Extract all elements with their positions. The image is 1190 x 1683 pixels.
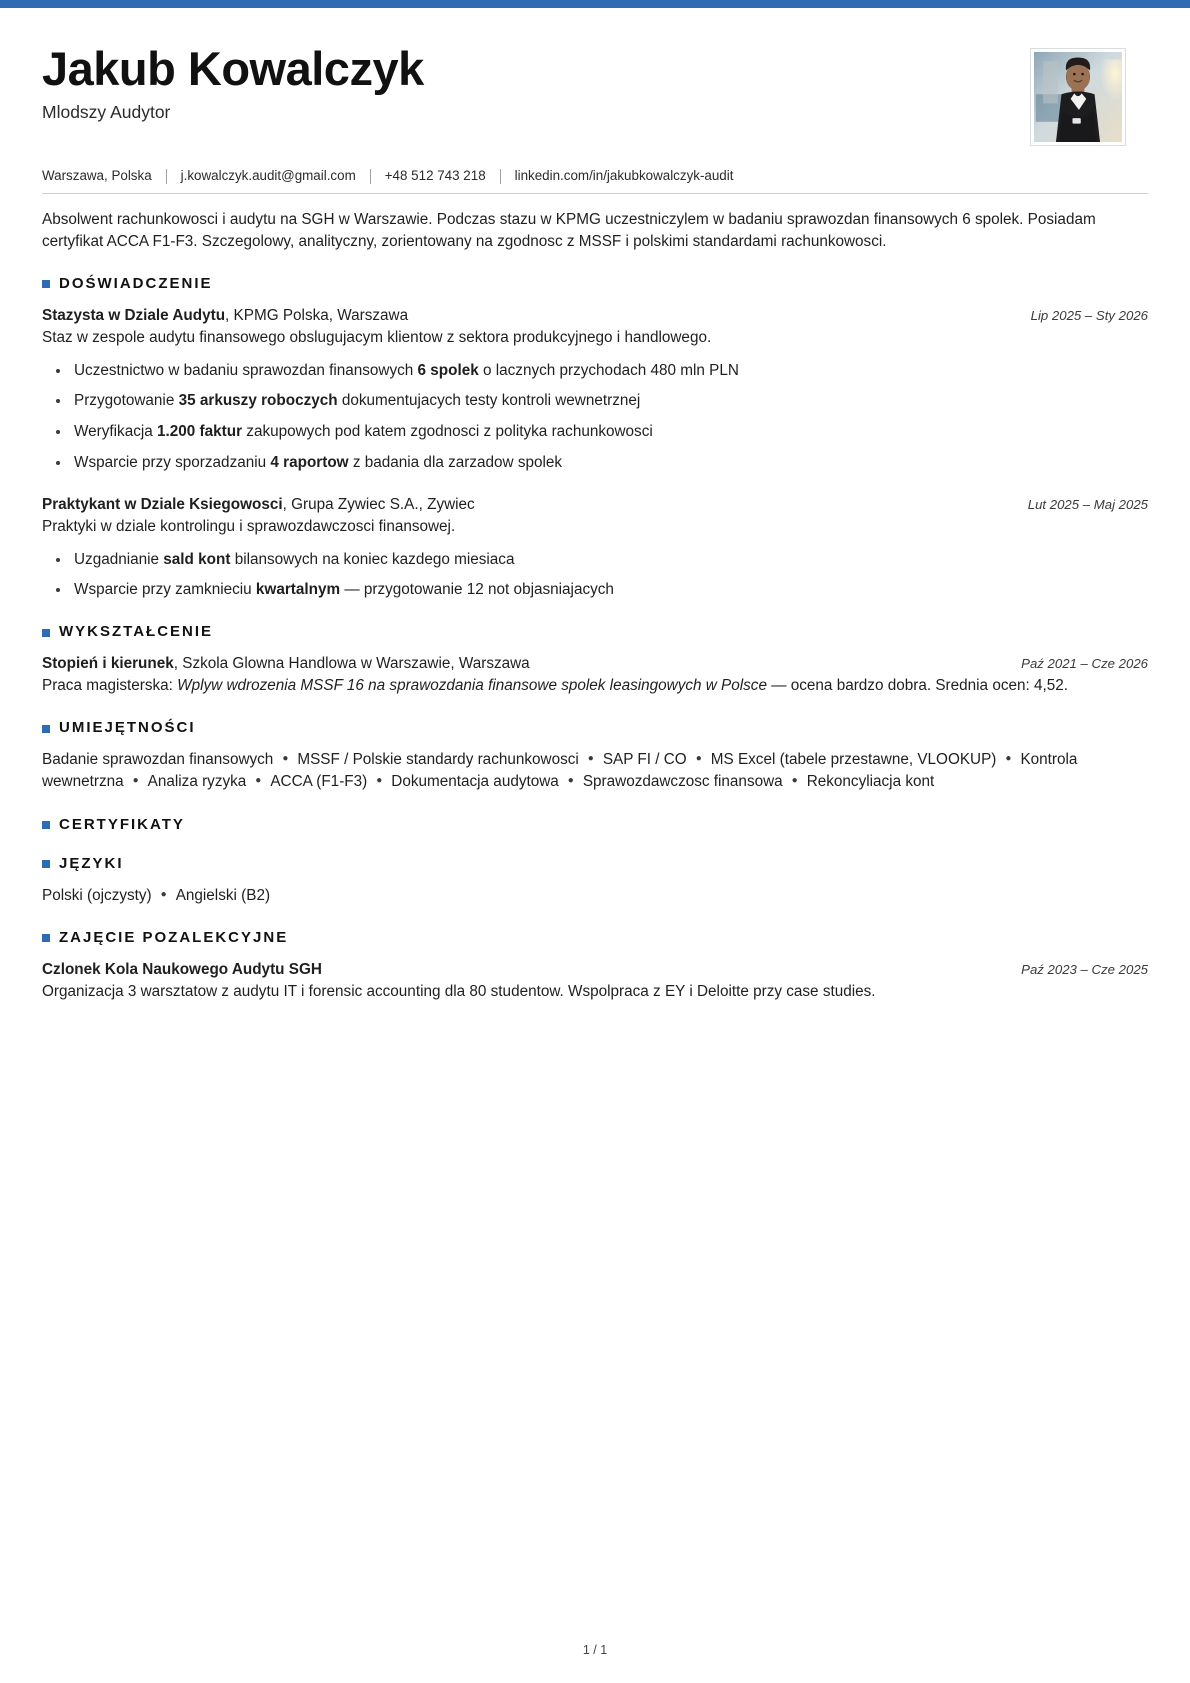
thesis-title: Wplyw wdrozenia MSSF 16 na sprawozdania finansowe spolek leasingowych w Polsce <box>177 677 767 695</box>
separator-dot-icon: ● <box>255 775 262 787</box>
bullet-text-post: dokumentujacych testy kontroli wewnetrznej <box>337 392 641 410</box>
entry-date: Lut 2025 – Maj 2025 <box>1027 496 1148 512</box>
entry-date: Paź 2021 – Cze 2026 <box>1021 656 1148 672</box>
section-certificates <box>42 816 1148 833</box>
entry-role: Stazysta w Dziale Audytu <box>42 306 226 324</box>
contact-location: Warszawa, Polska <box>42 168 152 183</box>
header-text-block <box>42 42 1030 124</box>
experience-entry <box>42 494 1148 602</box>
separator-dot-icon: ● <box>587 753 594 765</box>
section-experience <box>42 275 1148 602</box>
bullet-text-bold: 4 raportow <box>270 453 349 471</box>
contact-phone[interactable]: +48 512 743 218 <box>384 168 486 183</box>
contact-linkedin[interactable]: linkedin.com/in/jakubkowalczyk-audit <box>514 168 734 183</box>
section-title-experience: DOŚWIADCZENIE <box>59 274 213 292</box>
contact-email[interactable]: j.kowalczyk.audit@gmail.com <box>180 168 356 183</box>
list-item: Dokumentacja audytowa <box>391 773 559 791</box>
list-item: Polski (ojczysty) <box>42 886 152 904</box>
thesis-label: Praca magisterska: <box>42 677 178 695</box>
list-item: Analiza ryzyka <box>147 773 247 791</box>
resume-header <box>42 42 1148 146</box>
thesis-tail: — ocena bardzo dobra. Srednia ocen: 4,52. <box>766 677 1069 695</box>
section-languages <box>42 855 1148 907</box>
entry-date: Paź 2023 – Cze 2025 <box>1021 961 1148 977</box>
page-number: 1 / 1 <box>582 1643 608 1657</box>
list-item <box>74 579 1148 601</box>
separator-dot-icon: ● <box>132 775 139 787</box>
entry-role: Praktykant w Dziale Ksiegowosci <box>42 495 283 513</box>
section-header <box>42 623 1148 640</box>
section-title-languages: JĘZYKI <box>59 854 124 872</box>
portrait-photo-icon <box>1034 52 1122 142</box>
bullet-square-icon <box>42 280 50 288</box>
entry-header <box>42 494 1148 515</box>
list-item: MS Excel (tabele przestawne, VLOOKUP) <box>710 751 997 769</box>
bullet-square-icon <box>42 629 50 637</box>
bullet-square-icon <box>42 860 50 868</box>
entry-heading <box>42 494 475 515</box>
list-item: MSSF / Polskie standardy rachunkowosci <box>297 751 579 769</box>
list-item: Badanie sprawozdan finansowych <box>42 751 274 769</box>
entry-school: , Szkola Glowna Handlowa w Warszawie, Warszawa <box>173 655 530 673</box>
bullet-square-icon <box>42 821 50 829</box>
list-item <box>74 421 1148 443</box>
section-skills <box>42 719 1148 793</box>
list-item <box>74 452 1148 474</box>
page-footer <box>0 1643 1190 1657</box>
entry-header <box>42 653 1148 674</box>
page-title: Jakub Kowalczyk <box>42 42 424 95</box>
contact-bar <box>42 168 1148 194</box>
bullet-square-icon <box>42 725 50 733</box>
bullet-square-icon <box>42 934 50 942</box>
entry-bullet-list <box>42 360 1148 474</box>
skills-list <box>42 749 1148 793</box>
entry-header <box>42 959 1148 980</box>
languages-list <box>42 885 1148 907</box>
experience-entries <box>42 305 1148 602</box>
section-title-education: WYKSZTAŁCENIE <box>59 623 214 641</box>
bullet-text-post: o lacznych przychodach 480 mln PLN <box>478 361 739 379</box>
list-item: Angielski (B2) <box>175 886 271 904</box>
bullet-text-post: z badania dla zarzadow spolek <box>348 453 563 471</box>
contact-divider <box>500 169 501 184</box>
avatar <box>1030 48 1126 146</box>
bullet-text-bold: sald kont <box>163 550 231 568</box>
list-item <box>74 549 1148 571</box>
accent-top-bar <box>0 0 1190 8</box>
list-item <box>74 390 1148 412</box>
section-header <box>42 275 1148 292</box>
resume-page <box>0 8 1190 1009</box>
entry-degree: Stopień i kierunek <box>42 655 174 673</box>
list-item: SAP FI / CO <box>602 751 687 769</box>
entry-date: Lip 2025 – Sty 2026 <box>1030 307 1148 323</box>
separator-dot-icon: ● <box>567 775 574 787</box>
experience-entry <box>42 305 1148 474</box>
entry-description: Organizacja 3 warsztatow z audytu IT i forensic accounting dla 80 studentow. Wspolpraca z EY i Deloitte przy case studies. <box>42 983 876 1001</box>
contact-divider <box>370 169 371 184</box>
section-header <box>42 719 1148 736</box>
entry-company: , KPMG Polska, Warszawa <box>225 306 409 324</box>
list-item: Sprawozdawczosc finansowa <box>582 773 783 791</box>
list-item <box>74 360 1148 382</box>
entry-role: Czlonek Kola Naukowego Audytu SGH <box>42 960 322 978</box>
section-header <box>42 929 1148 946</box>
entry-bullet-list <box>42 549 1148 601</box>
bullet-text-post: bilansowych na koniec kazdego miesiaca <box>230 550 515 568</box>
bullet-text-pre: Weryfikacja <box>74 423 158 441</box>
bullet-text-bold: 6 spolek <box>417 361 479 379</box>
section-title-skills: UMIEJĘTNOŚCI <box>59 719 196 737</box>
bullet-text-pre: Wsparcie przy sporzadzaniu <box>74 453 271 471</box>
bullet-text-bold: 35 arkuszy roboczych <box>178 392 338 410</box>
entry-description: Praktyki w dziale kontrolingu i sprawozdawczosci finansowej. <box>42 517 456 535</box>
separator-dot-icon: ● <box>791 775 798 787</box>
list-item: Kontrola wewnetrzna <box>42 751 1078 791</box>
section-title-extracurricular: ZAJĘCIE POZALEKCYJNE <box>59 928 289 946</box>
bullet-text-post: zakupowych pod katem zgodnosci z polityka rachunkowosci <box>242 423 653 441</box>
entry-thesis <box>42 675 1148 697</box>
separator-dot-icon: ● <box>376 775 383 787</box>
bullet-text-pre: Przygotowanie <box>74 392 179 410</box>
section-education <box>42 623 1148 697</box>
separator-dot-icon: ● <box>282 753 289 765</box>
list-item: Rekoncyliacja kont <box>806 773 935 791</box>
bullet-text-pre: Wsparcie przy zamknieciu <box>74 581 256 599</box>
section-title-certificates: CERTYFIKATY <box>59 815 185 833</box>
separator-dot-icon: ● <box>160 888 167 900</box>
entry-description: Staz w zespole audytu finansowego obslugujacym klientow z sektora produkcyjnego i handlowego. <box>42 328 712 346</box>
separator-dot-icon: ● <box>1005 753 1012 765</box>
job-title: Mlodszy Audytor <box>42 101 171 122</box>
bullet-text-bold: kwartalnym <box>255 581 341 599</box>
entry-heading <box>42 305 408 326</box>
entry-header <box>42 305 1148 326</box>
bullet-text-bold: 1.200 faktur <box>157 423 243 441</box>
section-header <box>42 816 1148 833</box>
bullet-text-post: — przygotowanie 12 not objasniajacych <box>340 581 614 599</box>
entry-heading <box>42 653 530 674</box>
contact-divider <box>166 169 167 184</box>
entry-heading <box>42 959 322 980</box>
bullet-text-pre: Uczestnictwo w badaniu sprawozdan finansowych <box>74 361 418 379</box>
section-extracurricular <box>42 929 1148 1003</box>
separator-dot-icon: ● <box>695 753 702 765</box>
professional-summary: Absolwent rachunkowosci i audytu na SGH w Warszawie. Podczas stazu w KPMG uczestniczylem w badaniu sprawozdan finansowych 6 spolek. Posiadam certyfikat ACCA F1-F3. Szczegolowy, analityczny, zorientowany na zgodnosc z MSSF i polskimi standardami rachunkowosci. <box>42 211 1096 250</box>
education-entry <box>42 653 1148 697</box>
entry-company: , Grupa Zywiec S.A., Zywiec <box>282 495 475 513</box>
extracurricular-entry <box>42 959 1148 1003</box>
list-item: ACCA (F1-F3) <box>270 773 368 791</box>
section-header <box>42 855 1148 872</box>
bullet-text-pre: Uzgadnianie <box>74 550 164 568</box>
